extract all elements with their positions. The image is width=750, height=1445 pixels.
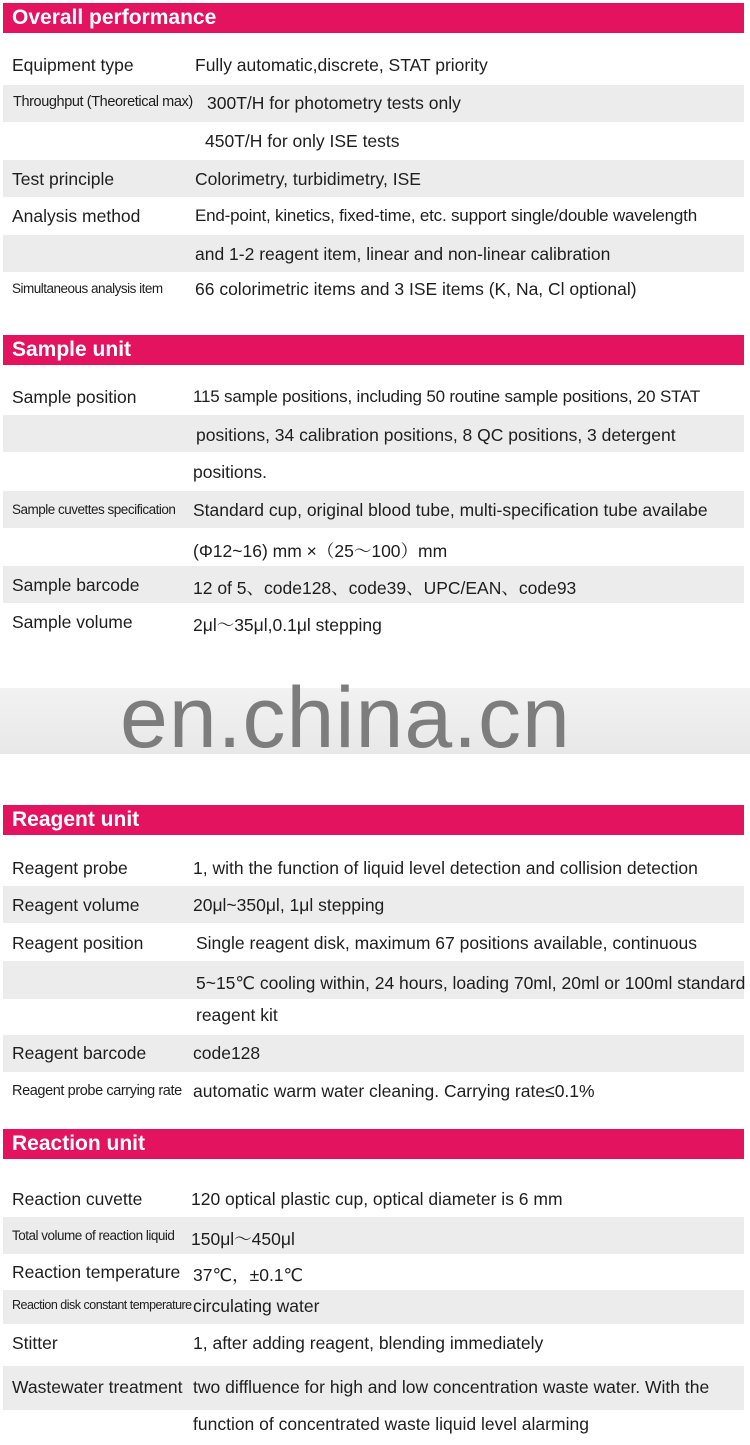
row-label: Equipment type [12, 55, 134, 75]
row-value: End-point, kinetics, fixed-time, etc. support single/double wavelength [195, 206, 697, 225]
row-value: 12 of 5、code128、code39、UPC/EAN、code93 [193, 578, 577, 598]
row-label: Reagent probe [12, 858, 128, 878]
row-value: automatic warm water cleaning. Carrying rate≤0.1% [193, 1081, 595, 1101]
row-label: Reaction disk constant temperature [12, 1298, 192, 1312]
row-label: Reagent probe carrying rate [12, 1083, 182, 1099]
row-label: Reagent position [12, 933, 144, 953]
row-value: Standard cup, original blood tube, multi-specification tube availabe [193, 500, 708, 520]
row-label: Sample cuvettes specification [12, 502, 176, 517]
row-value: circulating water [193, 1296, 320, 1316]
row-label: Total volume of reaction liquid [12, 1228, 175, 1243]
row-value: 120 optical plastic cup, optical diameter is 6 mm [191, 1189, 563, 1209]
row-value: (Φ12~16) mm ×（25～100）mm [193, 541, 448, 561]
row-label: Reaction temperature [12, 1262, 181, 1282]
row-value: 37℃，±0.1℃ [193, 1265, 304, 1285]
row-label: Sample barcode [12, 575, 140, 595]
row-value: 5~15℃ cooling within, 24 hours, loading 70ml, 20ml or 100ml standard [196, 973, 746, 993]
row-value: 2μl～35μl,0.1μl stepping [193, 615, 382, 635]
watermark-text: en.china.cn [120, 670, 571, 766]
row-value: positions, 34 calibration positions, 8 QC positions, 3 detergent [196, 425, 676, 445]
row-value: 66 colorimetric items and 3 ISE items (K, Na, Cl optional) [195, 279, 637, 299]
row-label: Sample position [12, 387, 137, 407]
row-value: Colorimetry, turbidimetry, ISE [195, 169, 421, 189]
row-label: Reagent barcode [12, 1043, 147, 1063]
row-label: Reagent volume [12, 895, 140, 915]
row-value: two diffluence for high and low concentration waste water. With the [193, 1377, 710, 1397]
row-value: Single reagent disk, maximum 67 positions available, continuous [196, 933, 697, 953]
section-header-sample: Sample unit [3, 335, 744, 365]
row-label: Throughput (Theoretical max) [13, 94, 193, 110]
row-label: Stitter [12, 1333, 58, 1353]
row-label: Sample volume [12, 612, 133, 632]
row-value: 150μl～450μl [191, 1229, 295, 1249]
row-value: 300T/H for photometry tests only [207, 93, 461, 113]
row-label: Wastewater treatment [12, 1377, 183, 1397]
row-label: Test principle [12, 169, 115, 189]
row-label: Reaction cuvette [12, 1189, 143, 1209]
row-value: Fully automatic,discrete, STAT priority [195, 55, 488, 75]
row-value: positions. [193, 462, 267, 482]
row-value: 20μl~350μl, 1μl stepping [193, 895, 385, 915]
section-header-reagent: Reagent unit [3, 805, 744, 835]
section-header-reaction: Reaction unit [3, 1129, 744, 1159]
row-value: code128 [193, 1043, 261, 1063]
row-value: 1, with the function of liquid level detection and collision detection [193, 858, 698, 878]
row-label: Simultaneous analysis item [12, 281, 163, 296]
row-value: 1, after adding reagent, blending immediately [193, 1333, 544, 1353]
section-header-overall: Overall performance [3, 3, 744, 33]
row-label: Analysis method [12, 206, 141, 226]
watermark-banner [0, 670, 750, 766]
row-value: 450T/H for only ISE tests [205, 131, 400, 151]
row-value: reagent kit [196, 1005, 278, 1025]
row-value: and 1-2 reagent item, linear and non-linear calibration [195, 244, 611, 264]
row-value: function of concentrated waste liquid level alarming [193, 1414, 589, 1434]
row-value: 115 sample positions, including 50 routine sample positions, 20 STAT [193, 387, 701, 406]
